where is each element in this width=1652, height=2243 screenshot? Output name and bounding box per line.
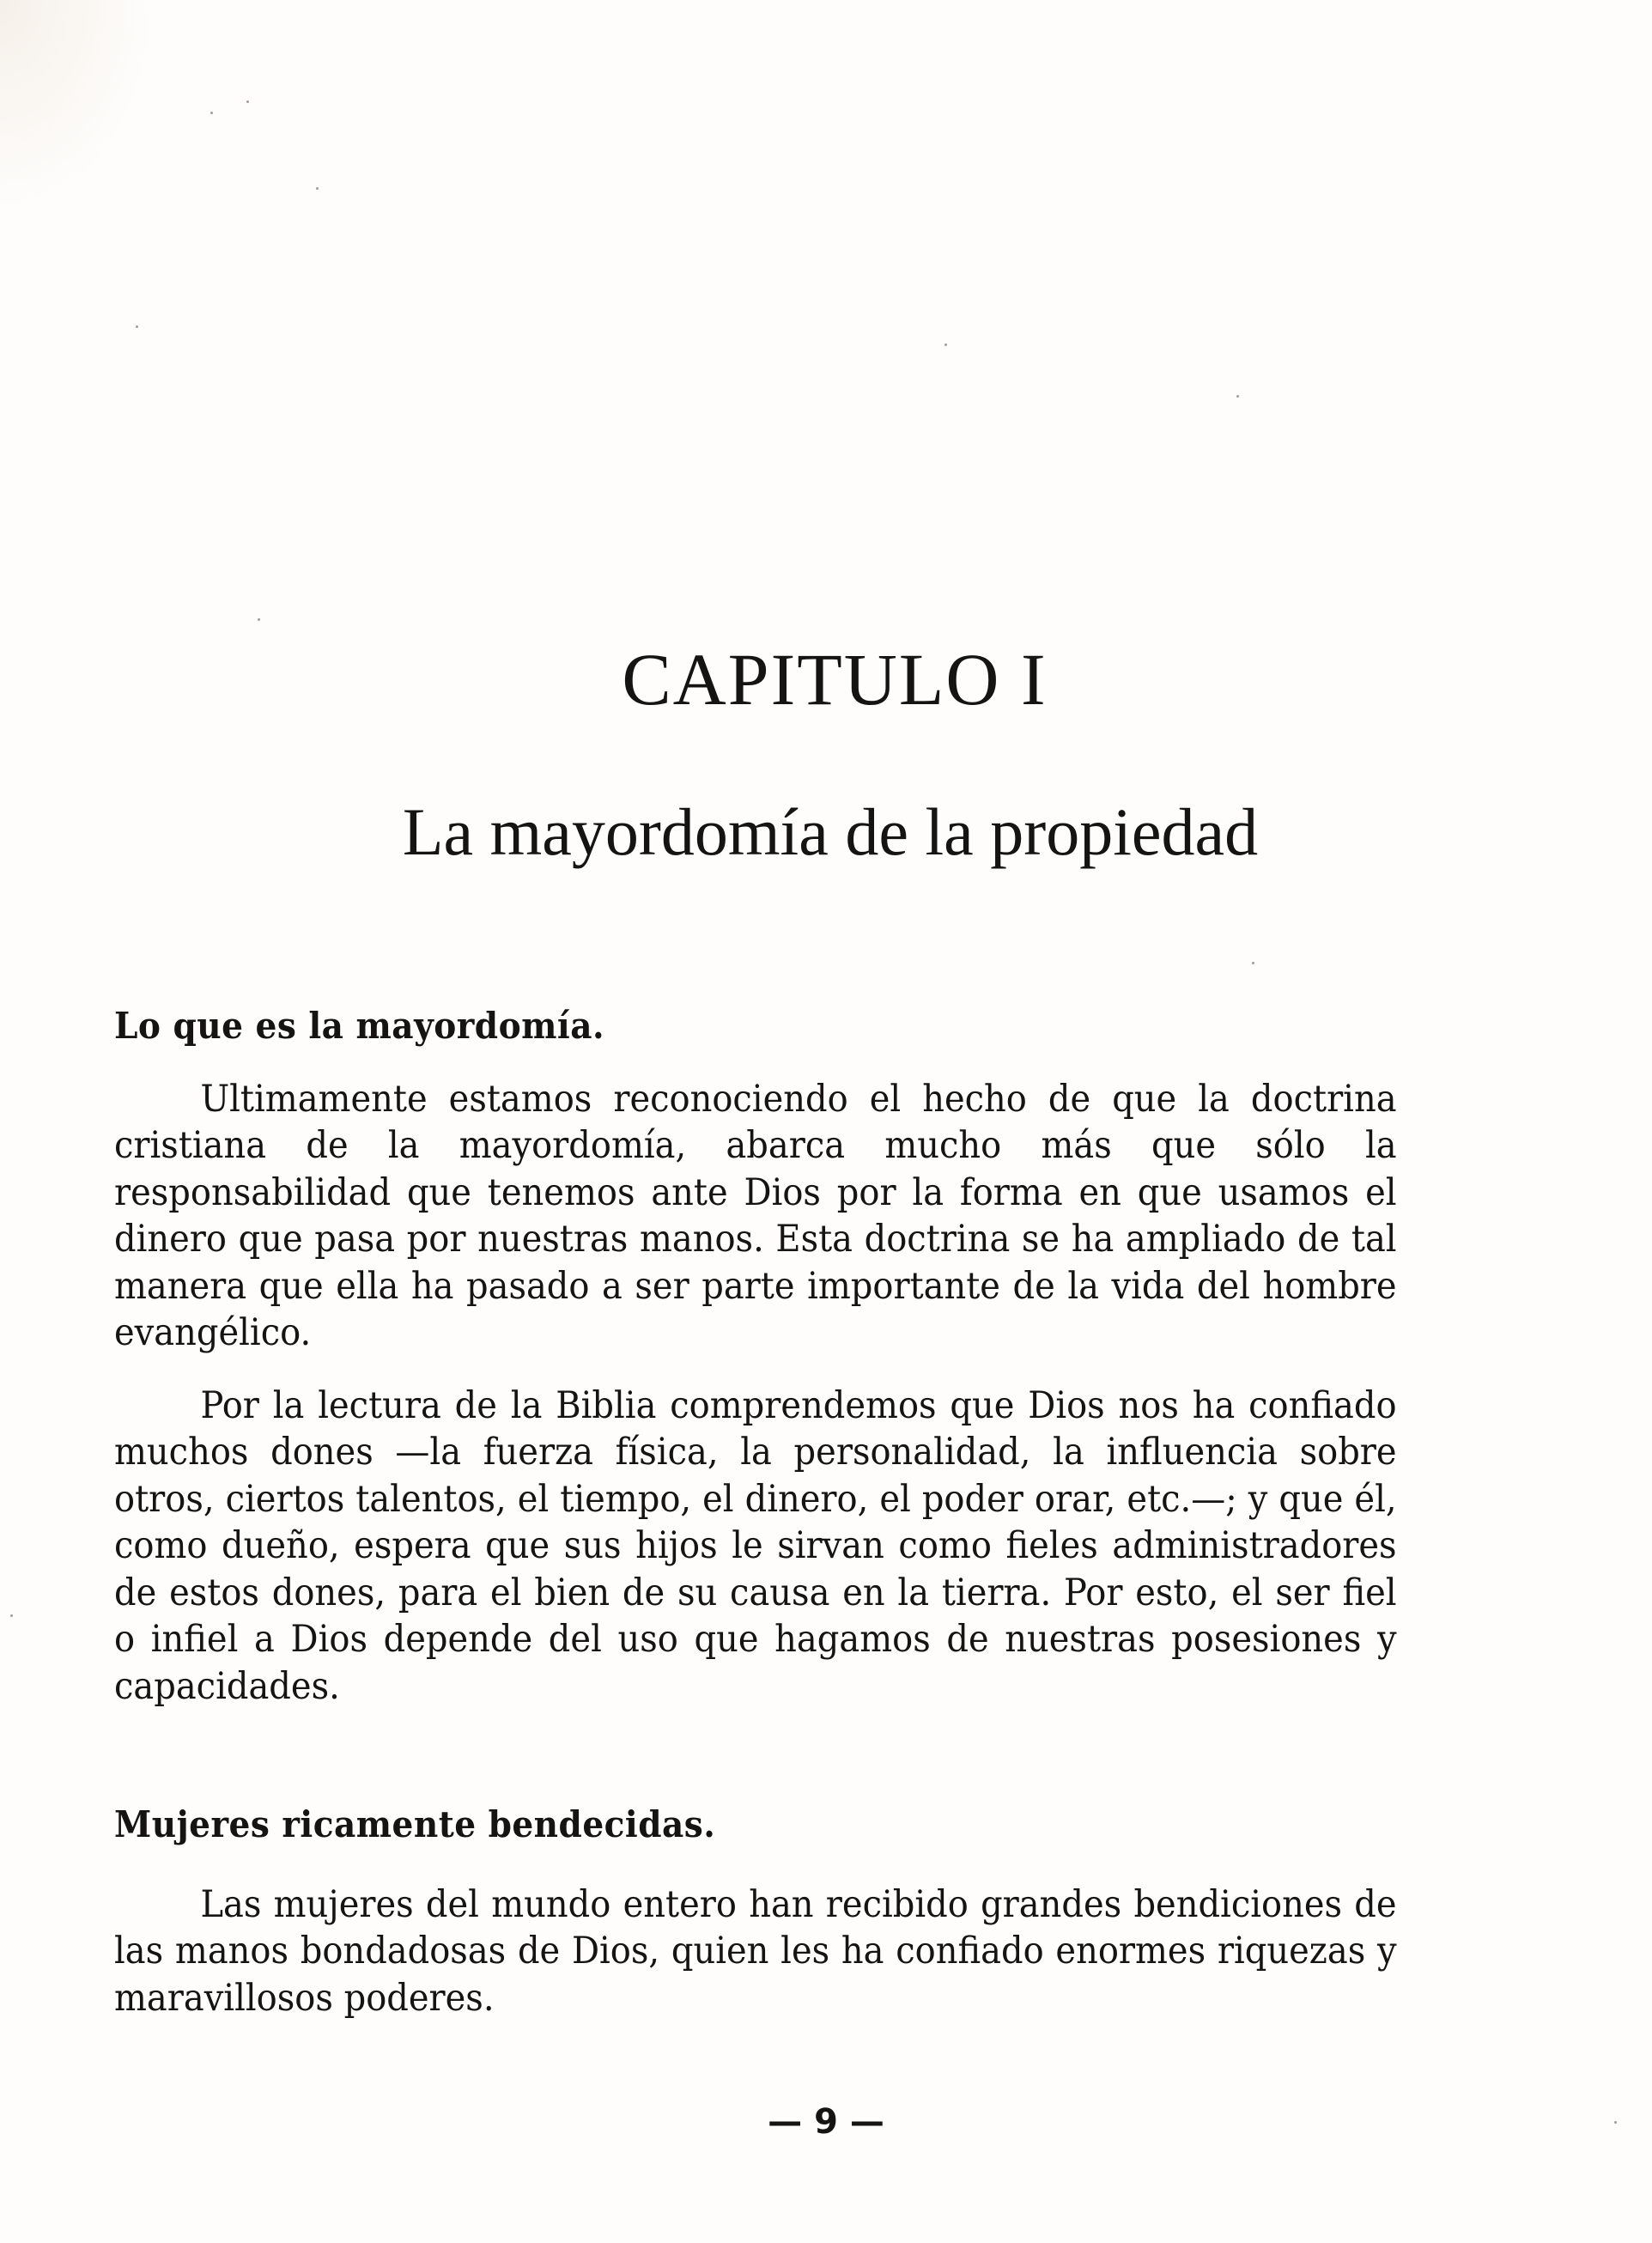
paragraph: Las mujeres del mundo entero han recibido grandes bendiciones de las manos bondadosas de Dios, quien les ha confiado enormes riquezas y maravillosos poderes. bbox=[114, 1882, 1397, 2020]
print-speck bbox=[258, 618, 260, 621]
paragraph: Por la lectura de la Biblia comprendemos que Dios nos ha confiado muchos dones —la fuerza física, la personalidad, la influencia sobre otros, ciertos talentos, el tiempo, el dinero, el poder orar, etc.—; y que él, como dueño, espera que sus hijos le sirvan como fieles administradores de estos dones, para el bien de su causa en la tierra. Por esto, el ser fiel o infiel a Dios depende del uso que hagamos de nuestras posesiones y capacidades. bbox=[114, 1383, 1397, 1708]
print-speck bbox=[1614, 2121, 1617, 2124]
section-what-is-stewardship bbox=[114, 1003, 1397, 1710]
section-richly-blessed-women bbox=[114, 1802, 1397, 2021]
section-heading: Mujeres ricamente bendecidas. bbox=[114, 1803, 716, 1845]
print-speck bbox=[210, 112, 213, 114]
page-number: — 9 — bbox=[768, 2102, 884, 2142]
print-speck bbox=[136, 325, 138, 328]
chapter-subtitle: La mayordomía de la propiedad bbox=[402, 794, 1259, 869]
section-heading: Lo que es la mayordomía. bbox=[114, 1005, 605, 1047]
print-speck bbox=[246, 100, 249, 103]
print-speck bbox=[944, 343, 947, 346]
paragraph: Ultimamente estamos reconociendo el hecho de que la doctrina cristiana de la mayordomía, abarca mucho más que sólo la responsabilidad que tenemos ante Dios por la forma en que usamos el dinero que pasa por nuestras manos. Esta doctrina se ha ampliado de tal manera que ella ha pasado a ser parte importante de la vida del hombre evangélico. bbox=[114, 1077, 1397, 1354]
chapter-title: CAPITULO I bbox=[622, 638, 1048, 720]
print-speck bbox=[316, 187, 319, 190]
print-speck bbox=[1252, 962, 1254, 964]
print-speck bbox=[10, 1614, 13, 1617]
print-speck bbox=[1236, 395, 1239, 398]
